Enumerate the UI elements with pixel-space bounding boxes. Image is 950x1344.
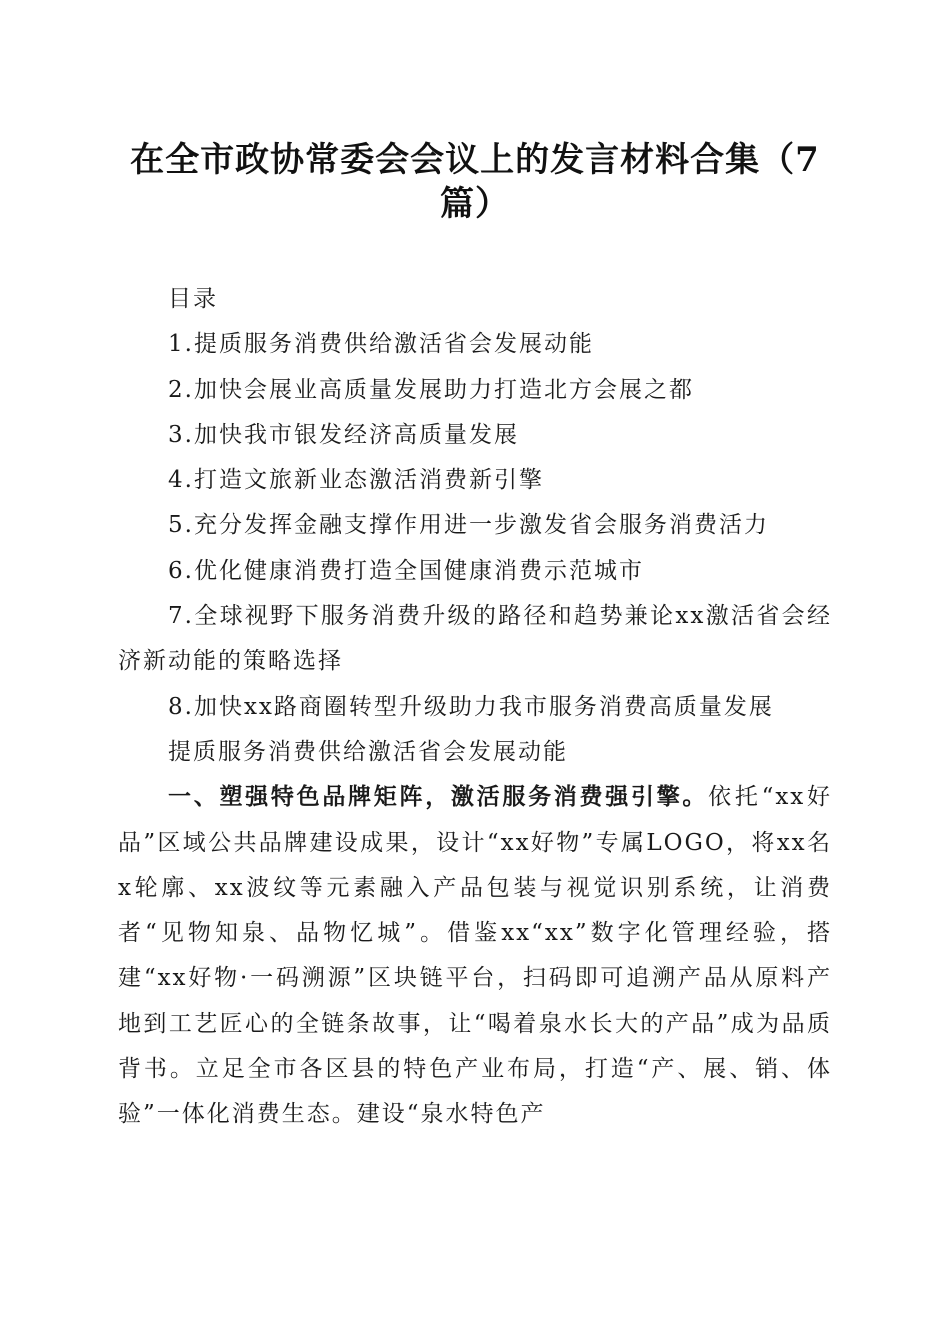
toc-heading: 目录 bbox=[168, 286, 218, 312]
toc-item: 5.充分发挥金融支撑作用进一步激发省会服务消费活力 bbox=[168, 512, 769, 539]
section-heading: 一、塑强特色品牌矩阵，激活服务消费强引擎。 bbox=[168, 784, 709, 811]
toc-item: 6.优化健康消费打造全国健康消费示范城市 bbox=[168, 557, 644, 584]
document-body bbox=[118, 277, 832, 1138]
toc-item: 3.加快我市银发经济高质量发展 bbox=[168, 421, 519, 448]
toc-item: 8.加快xx路商圈转型升级助力我市服务消费高质量发展 bbox=[168, 693, 774, 720]
toc-item: 1.提质服务消费供给激活省会发展动能 bbox=[168, 331, 594, 358]
document-title: 在全市政协常委会会议上的发言材料合集（7篇） bbox=[130, 140, 820, 224]
toc-item: 4.打造文旅新业态激活消费新引擎 bbox=[168, 467, 544, 494]
article-section-paragraph bbox=[118, 775, 832, 1137]
article-title: 提质服务消费供给激活省会发展动能 bbox=[168, 738, 568, 765]
toc-item: 7.全球视野下服务消费升级的路径和趋势兼论xx激活省会经济新动能的策略选择 bbox=[118, 603, 832, 675]
section-body: 依托“xx好品”区域公共品牌建设成果，设计“xx好物”专属LOGO，将xx名x轮廓、xx波纹等元素融入产品包装与视觉识别系统，让消费者“见物知泉、品物忆城”。借鉴xx“xx”数字化管理经验，搭建“xx好物·一码溯源”区块链平台，扫码即可追溯产品从原料产地到工艺匠心的全链条故事，让“喝着泉水长大的产品”成为品质背书。立足全市各区县的特色产业布局，打造“产、展、销、体验”一体化消费生态。建设“泉水特色产 bbox=[118, 784, 833, 1128]
toc-item: 2.加快会展业高质量发展助力打造北方会展之都 bbox=[168, 376, 694, 403]
